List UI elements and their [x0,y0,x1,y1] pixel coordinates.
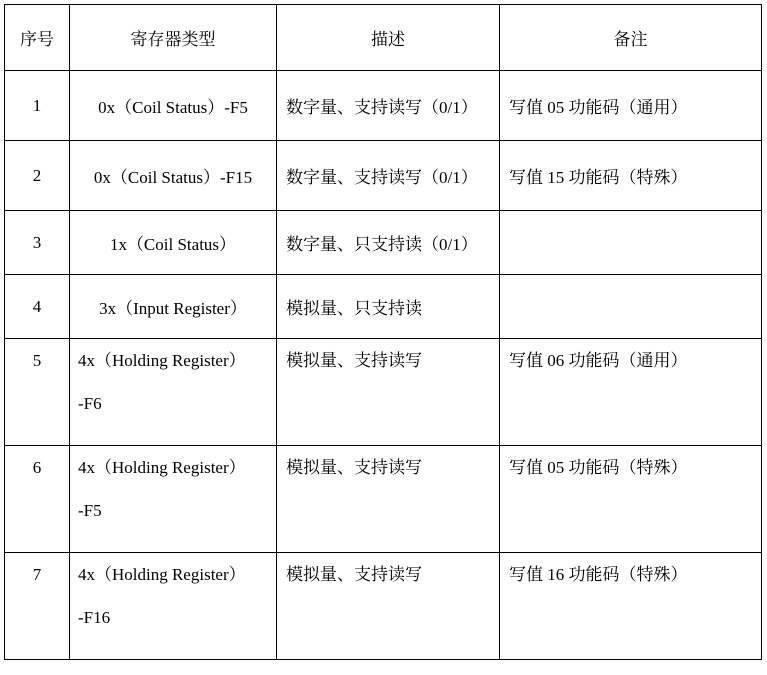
cell-register-type [70,339,277,446]
cell-note: 写值 05 功能码（特殊） [500,446,762,553]
cell-index: 4 [5,275,70,339]
cell-register-type [70,553,277,660]
table-row [5,446,762,553]
cell-index: 3 [5,211,70,275]
header-note: 备注 [500,5,762,71]
cell-description: 模拟量、支持读写 [277,339,500,446]
cell-index: 7 [5,553,70,660]
cell-index: 5 [5,339,70,446]
cell-description: 数字量、支持读写（0/1） [277,141,500,211]
table-row [5,141,762,211]
cell-description: 模拟量、支持读写 [277,446,500,553]
cell-note: 写值 06 功能码（通用） [500,339,762,446]
header-index: 序号 [5,5,70,71]
cell-register-type: 0x（Coil Status）-F15 [70,141,277,211]
cell-register-type [70,446,277,553]
cell-note [500,211,762,275]
cell-description: 模拟量、只支持读 [277,275,500,339]
cell-description: 模拟量、支持读写 [277,553,500,660]
table-header-row [5,5,762,71]
table-row [5,339,762,446]
header-description: 描述 [277,5,500,71]
header-register-type: 寄存器类型 [70,5,277,71]
cell-register-type: 1x（Coil Status） [70,211,277,275]
cell-index: 6 [5,446,70,553]
register-type-line-1: 4x（Holding Register） [78,458,246,477]
register-type-line-2: -F5 [78,501,102,520]
cell-index: 1 [5,71,70,141]
cell-description: 数字量、只支持读（0/1） [277,211,500,275]
register-table-container [4,4,762,660]
table-row [5,553,762,660]
cell-description: 数字量、支持读写（0/1） [277,71,500,141]
cell-note [500,275,762,339]
cell-note: 写值 15 功能码（特殊） [500,141,762,211]
cell-note: 写值 05 功能码（通用） [500,71,762,141]
table-row [5,211,762,275]
cell-note: 写值 16 功能码（特殊） [500,553,762,660]
register-table [4,4,762,660]
cell-register-type: 0x（Coil Status）-F5 [70,71,277,141]
register-type-line-2: -F16 [78,608,111,627]
table-row [5,71,762,141]
cell-register-type: 3x（Input Register） [70,275,277,339]
cell-index: 2 [5,141,70,211]
register-type-line-1: 4x（Holding Register） [78,351,246,370]
table-row [5,275,762,339]
register-type-line-2: -F6 [78,394,102,413]
register-type-line-1: 4x（Holding Register） [78,565,246,584]
